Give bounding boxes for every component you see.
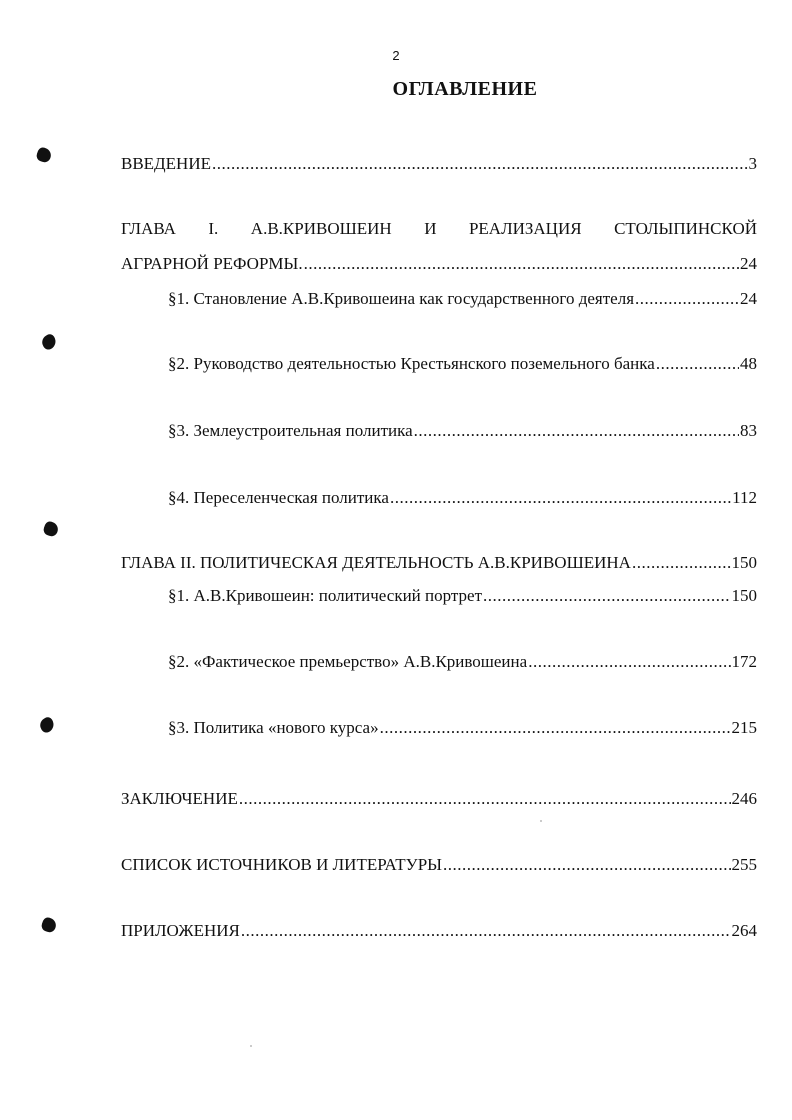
- toc-entry-appendix[interactable]: [121, 920, 757, 942]
- scan-blot: [40, 916, 58, 934]
- scan-speck: [250, 1045, 252, 1047]
- scan-blot: [42, 520, 60, 538]
- toc-entry-section[interactable]: [168, 420, 757, 442]
- toc-entry-page: 150: [731, 586, 757, 605]
- toc-entry-page: 112: [732, 488, 757, 507]
- toc-entry-label: СПИСОК ИСТОЧНИКОВ И ЛИТЕРАТУРЫ: [121, 855, 442, 874]
- leader-dots: [528, 651, 730, 673]
- scan-blot: [35, 146, 53, 164]
- toc-entry-section[interactable]: [168, 585, 757, 607]
- toc-entry-page: 3: [748, 154, 757, 173]
- toc-entry-conclusion[interactable]: [121, 788, 757, 810]
- toc-entry-page: 172: [731, 652, 757, 671]
- chapter-2-heading[interactable]: [121, 552, 757, 574]
- page-number: 2: [392, 48, 400, 63]
- toc-entry-section[interactable]: [168, 717, 757, 739]
- toc-entry-label: §3. Политика «нового курса»: [168, 718, 379, 737]
- toc-entry-sources[interactable]: [121, 854, 757, 876]
- leader-dots: [635, 288, 739, 310]
- toc-entry-page: 24: [740, 254, 757, 273]
- leader-dots: [443, 854, 731, 876]
- leader-dots: [414, 420, 739, 442]
- toc-entry-label: ВВЕДЕНИЕ: [121, 154, 211, 173]
- toc-entry-page: 264: [731, 921, 757, 940]
- toc-entry-label: §1. А.В.Кривошеин: политический портрет: [168, 586, 483, 605]
- toc-entry-page: 83: [740, 421, 757, 440]
- toc-entry-page: 215: [731, 718, 757, 737]
- leader-dots: [212, 153, 748, 175]
- page-title: ОГЛАВЛЕНИЕ: [392, 78, 538, 100]
- toc-entry-label: §4. Переселенческая политика: [168, 488, 389, 507]
- toc-entry-page: 255: [731, 855, 757, 874]
- toc-entry-page: 246: [731, 789, 757, 808]
- toc-entry-label: §2. «Фактическое премьерство» А.В.Кривошеина: [168, 652, 528, 671]
- scan-speck: [540, 820, 542, 822]
- toc-entry-page: 48: [740, 354, 757, 373]
- toc-entry-section[interactable]: [168, 288, 757, 310]
- toc-entry-label: §3. Землеустроительная политика: [168, 421, 413, 440]
- scan-blot: [39, 332, 58, 351]
- leader-dots: [390, 487, 731, 509]
- toc-entry-label: ЗАКЛЮЧЕНИЕ: [121, 789, 238, 808]
- chapter-1-heading[interactable]: ГЛАВА I. А.В.КРИВОШЕИН И РЕАЛИЗАЦИЯ СТОЛЫПИНСКОЙ: [121, 219, 757, 238]
- scan-blot: [37, 715, 56, 734]
- leader-dots: [304, 253, 739, 275]
- leader-dots: [380, 717, 731, 739]
- toc-entry-section[interactable]: [168, 651, 757, 673]
- leader-dots: [239, 788, 731, 810]
- toc-entry-label: АГРАРНОЙ РЕФОРМЫ.: [121, 254, 303, 273]
- toc-entry-page: 150: [731, 553, 757, 572]
- toc-entry-label: §1. Становление А.В.Кривошеина как государственного деятеля: [168, 289, 635, 308]
- toc-entry-section[interactable]: [168, 487, 757, 509]
- toc-entry-section[interactable]: [168, 353, 757, 375]
- leader-dots: [241, 920, 731, 942]
- leader-dots: [483, 585, 730, 607]
- leader-dots: [632, 552, 731, 574]
- toc-entry-page: 24: [740, 289, 757, 308]
- toc-entry-label: ГЛАВА II. ПОЛИТИЧЕСКАЯ ДЕЯТЕЛЬНОСТЬ А.В.КРИВОШЕИНА: [121, 553, 631, 572]
- toc-entry-intro[interactable]: [121, 153, 757, 175]
- chapter-1-heading-cont[interactable]: [121, 253, 757, 275]
- leader-dots: [656, 353, 739, 375]
- toc-entry-label: ПРИЛОЖЕНИЯ: [121, 921, 240, 940]
- toc-entry-label: §2. Руководство деятельностью Крестьянского поземельного банка: [168, 354, 655, 373]
